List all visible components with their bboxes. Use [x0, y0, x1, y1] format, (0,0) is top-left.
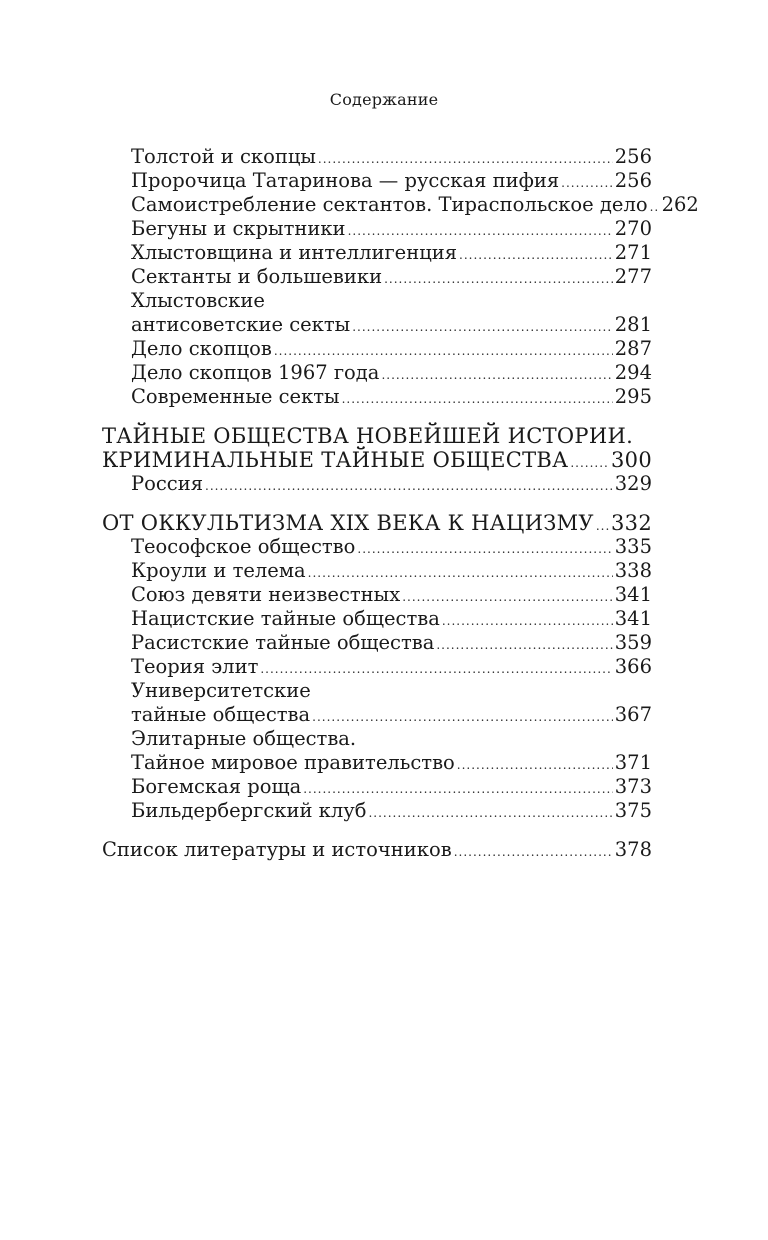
section-spacer	[102, 823, 652, 838]
toc-entry[interactable]	[102, 559, 652, 583]
entry-title: Тайное мировое правительство	[131, 751, 455, 774]
entry-title: Бегуны и скрытники	[131, 217, 346, 240]
entry-page: 367	[614, 703, 652, 726]
entry-page: 341	[614, 583, 652, 606]
entry-page: 378	[614, 838, 652, 861]
dot-leader	[303, 777, 613, 801]
dot-leader	[381, 363, 612, 387]
toc-entry[interactable]	[102, 655, 652, 679]
entry-page: 366	[614, 655, 652, 678]
entry-title: Союз девяти неизвестных	[131, 583, 401, 606]
entry-title: Дело скопцов 1967 года	[131, 361, 380, 384]
toc-entry[interactable]	[102, 583, 652, 607]
dot-leader	[308, 561, 613, 585]
entry-title: Сектанты и большевики	[131, 265, 383, 288]
toc-section[interactable]	[102, 448, 652, 472]
section-title-line1[interactable]: ТАЙНЫЕ ОБЩЕСТВА НОВЕЙШЕЙ ИСТОРИИ.	[102, 424, 634, 448]
entry-title: Кроули и телема	[131, 559, 306, 582]
entry-title-line1[interactable]: Хлыстовские	[131, 289, 265, 312]
entry-title: Хлыстовщина и интеллигенция	[131, 241, 458, 264]
toc-entry[interactable]	[102, 472, 652, 496]
toc-entry[interactable]	[102, 751, 652, 775]
entry-title-line1[interactable]: Университетские	[131, 679, 311, 702]
entry-page: 281	[614, 313, 652, 336]
entry-title: Список литературы и источников	[102, 838, 452, 861]
dot-leader	[459, 243, 613, 267]
section-page: 332	[611, 511, 652, 535]
section-page: 300	[611, 448, 652, 472]
entry-page: 262	[661, 193, 699, 216]
entry-title: Пророчица Татаринова — русская пифия	[131, 169, 560, 192]
entry-title: Нацистские тайные общества	[131, 607, 440, 630]
dot-leader	[596, 514, 609, 538]
entry-page: 375	[614, 799, 652, 822]
toc-entry[interactable]	[102, 361, 652, 385]
entry-page: 373	[614, 775, 652, 798]
dot-leader	[384, 267, 613, 291]
dot-leader	[274, 339, 613, 363]
dot-leader	[318, 147, 613, 171]
dot-leader	[205, 474, 613, 498]
toc-entry[interactable]	[102, 265, 652, 289]
toc-entry[interactable]	[102, 217, 652, 241]
entry-page: 295	[614, 385, 652, 408]
entry-title: Бильдербергский клуб	[131, 799, 367, 822]
dot-leader	[260, 657, 612, 681]
toc-entry[interactable]	[102, 385, 652, 409]
entry-title: Россия	[131, 472, 204, 495]
entry-title: Современные секты	[131, 385, 340, 408]
dot-leader	[357, 537, 612, 561]
dot-leader	[342, 387, 613, 411]
entry-title: Самоистребление сектантов. Тираспольское дело	[131, 193, 648, 216]
entry-page: 294	[614, 361, 652, 384]
toc-entry[interactable]	[102, 145, 652, 169]
entry-page: 359	[614, 631, 652, 654]
entry-title: Теория элит	[131, 655, 259, 678]
dot-leader	[348, 219, 613, 243]
entry-page: 271	[614, 241, 652, 264]
toc-entry[interactable]	[102, 799, 652, 823]
section-title: ОТ ОККУЛЬТИЗМА XIX ВЕКА К НАЦИЗМУ	[102, 511, 594, 535]
dot-leader	[561, 171, 613, 195]
toc-entry[interactable]	[102, 193, 699, 217]
entry-page: 371	[614, 751, 652, 774]
entry-page: 341	[614, 607, 652, 630]
entry-title: Теософское общество	[131, 535, 356, 558]
toc-entry[interactable]	[102, 337, 652, 361]
entry-page: 338	[614, 559, 652, 582]
entry-title: антисоветские секты	[131, 313, 351, 336]
dot-leader	[352, 315, 613, 339]
toc-entry[interactable]	[102, 169, 652, 193]
dot-leader	[312, 705, 613, 729]
section-spacer	[102, 496, 652, 511]
toc-entry[interactable]	[102, 631, 652, 655]
toc-entry[interactable]	[102, 535, 652, 559]
section-title: КРИМИНАЛЬНЫЕ ТАЙНЫЕ ОБЩЕСТВА	[102, 448, 569, 472]
toc-entry[interactable]	[102, 775, 652, 799]
dot-leader	[402, 585, 613, 609]
toc-entry[interactable]	[102, 241, 652, 265]
toc-entry[interactable]	[102, 313, 652, 337]
entry-page: 256	[614, 169, 652, 192]
toc-entry[interactable]	[102, 703, 652, 727]
entry-title: Дело скопцов	[131, 337, 272, 360]
entry-title-line1[interactable]: Элитарные общества.	[131, 727, 357, 750]
toc-entry[interactable]	[102, 607, 652, 631]
entry-page: 287	[614, 337, 652, 360]
dot-leader	[368, 801, 612, 825]
entry-title: тайные общества	[131, 703, 311, 726]
dot-leader	[457, 753, 613, 777]
entry-page: 335	[614, 535, 652, 558]
entry-page: 256	[614, 145, 652, 168]
entry-page: 329	[614, 472, 652, 495]
entry-title: Расистские тайные общества	[131, 631, 435, 654]
toc-entry-bibliography[interactable]	[102, 838, 652, 862]
dot-leader	[442, 609, 613, 633]
entry-page: 277	[614, 265, 652, 288]
entry-title: Богемская роща	[131, 775, 302, 798]
entry-title: Толстой и скопцы	[131, 145, 316, 168]
dot-leader	[570, 451, 609, 475]
toc-section[interactable]	[102, 511, 652, 535]
section-spacer	[102, 409, 652, 424]
running-head: Содержание	[329, 90, 439, 109]
table-of-contents	[102, 145, 699, 862]
entry-page: 270	[614, 217, 652, 240]
dot-leader	[454, 840, 613, 864]
dot-leader	[650, 195, 660, 219]
dot-leader	[436, 633, 612, 657]
